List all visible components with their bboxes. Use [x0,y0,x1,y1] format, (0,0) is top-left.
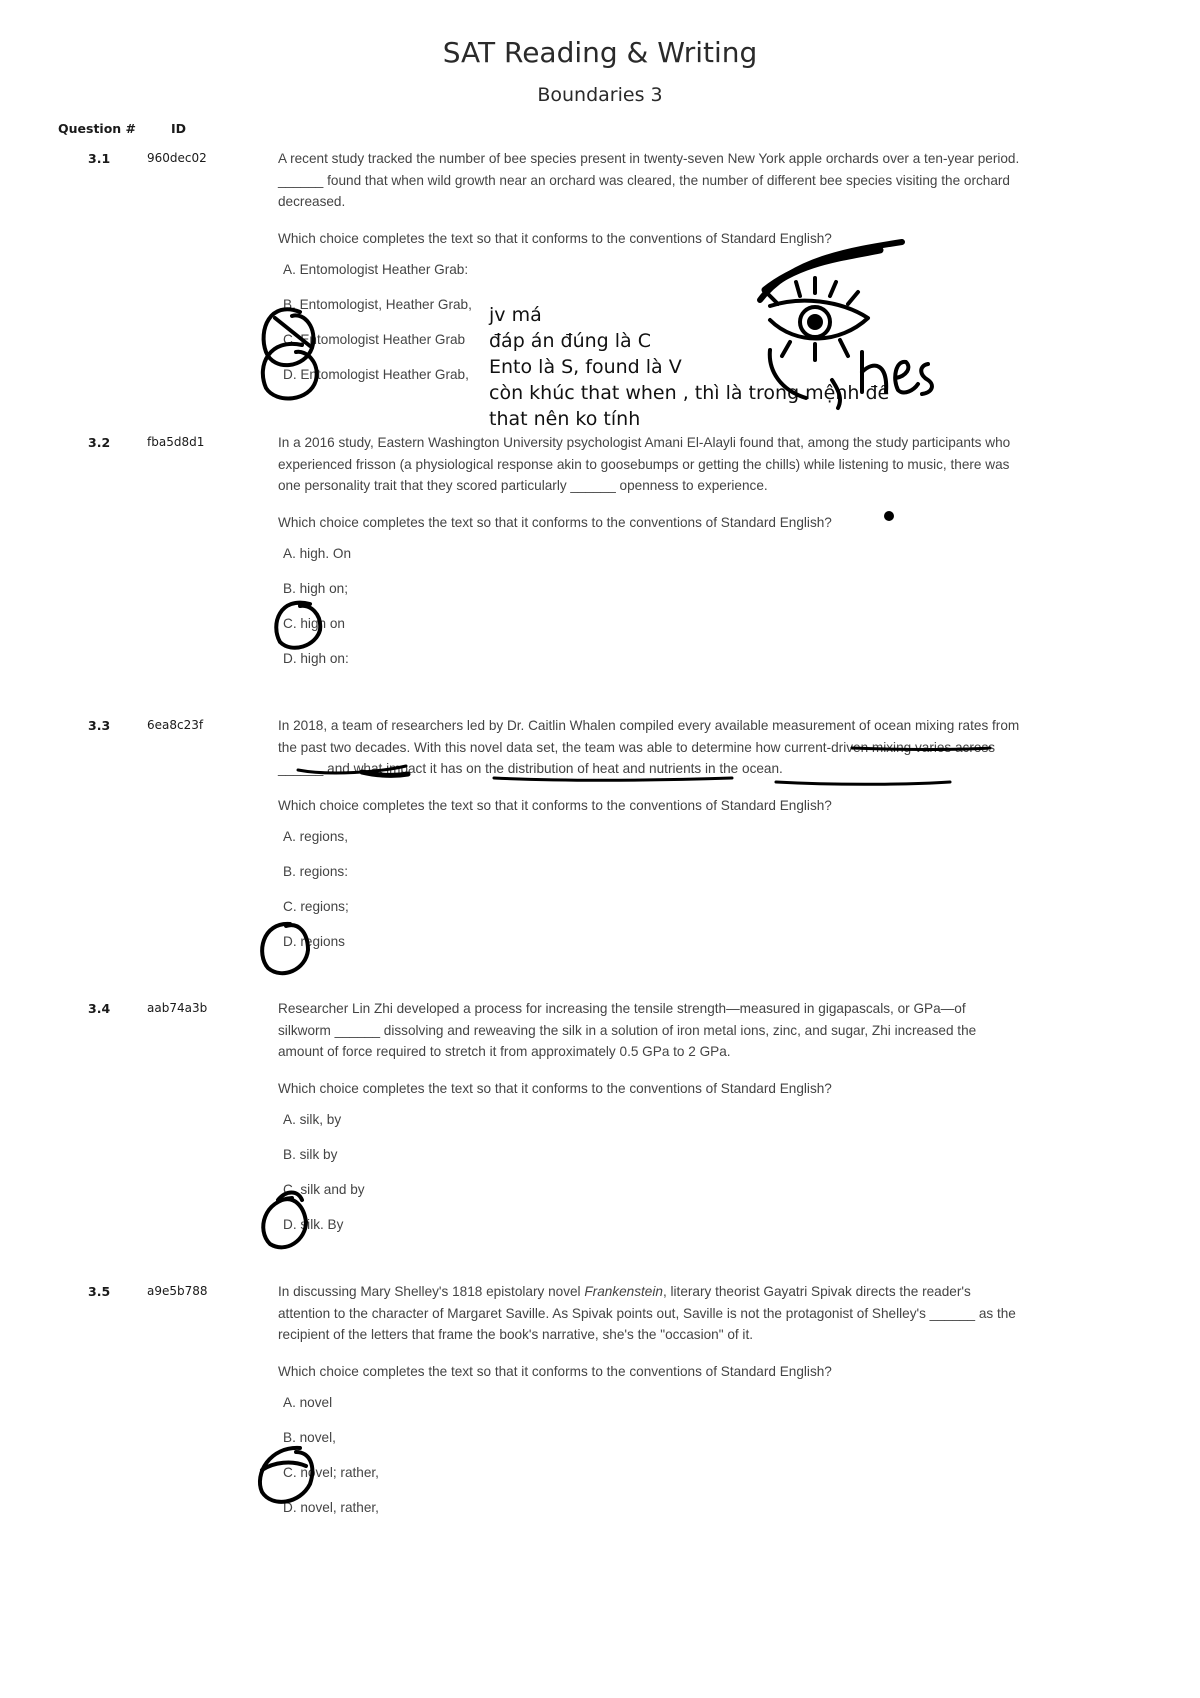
choice-a[interactable]: A. high. On [283,546,352,561]
ink-doodle [765,250,880,290]
choice-c[interactable]: C. high on [283,616,345,631]
choice-c[interactable]: C. Entomologist Heather Grab [283,332,466,347]
question-prompt: Which choice completes the text so that it conforms to the conventions of Standard English? [278,1364,832,1379]
page-subtitle: Boundaries 3 [537,84,663,106]
question-number: 3.5 [88,1284,111,1299]
choice-d[interactable]: D. high on: [283,651,349,666]
choice-c[interactable]: C. novel; rather, [283,1465,379,1480]
column-header-question: Question # [58,121,137,136]
choice-d[interactable]: D. regions [283,934,345,949]
ink-underline [776,782,950,784]
question-passage: In a 2016 study, Eastern Washington University psychologist Amani El-Alayli found that, among the study participants who experienced frisson (a physiological response akin to goosebumps or getting the chills) while listening to music, there was one personality trait that they scored particularly ______ openness to experience. [278,435,1011,494]
question-number: 3.3 [88,718,111,733]
question-id: a9e5b788 [147,1284,208,1298]
annotation-line: that nên ko tính [489,408,641,430]
choice-a[interactable]: A. Entomologist Heather Grab: [283,262,469,277]
question-passage: In 2018, a team of researchers led by Dr. Caitlin Whalen compiled every available measurement of ocean mixing rates from the past two decades. With this novel data set, the team was able to determine how current-driven mixing varies across ______ and what impact it has on the distribution of heat and nutrients in the ocean. [278,718,1020,777]
choice-a[interactable]: A. novel [283,1395,333,1410]
choice-b[interactable]: B. Entomologist, Heather Grab, [283,297,472,312]
question-id: aab74a3b [147,1001,208,1015]
choice-c[interactable]: C. silk and by [283,1182,365,1197]
question-passage: A recent study tracked the number of bee species present in twenty-seven New York apple orchards over a ten-year period. ______ found that when wild growth near an orchard was cleared, the number of different bee species visiting the orchard decreased. [278,151,1020,210]
choice-d[interactable]: D. novel, rather, [283,1500,379,1515]
question-number: 3.1 [88,151,111,166]
annotation-line: còn khúc that when , thì là trong mệnh đề [489,382,890,404]
choice-c[interactable]: C. regions; [283,899,349,914]
question-prompt: Which choice completes the text so that it conforms to the conventions of Standard English? [278,515,832,530]
choice-d[interactable]: D. silk. By [283,1217,344,1232]
choice-b[interactable]: B. regions: [283,864,348,879]
question-id: fba5d8d1 [147,435,205,449]
question-id: 960dec02 [147,151,207,165]
choice-b[interactable]: B. novel, [283,1430,336,1445]
choice-a[interactable]: A. regions, [283,829,348,844]
question-number: 3.4 [88,1001,111,1016]
choice-a[interactable]: A. silk, by [283,1112,342,1127]
choice-b[interactable]: B. high on; [283,581,348,596]
annotation-line: Ento là S, found là V [489,356,682,378]
question-passage: In discussing Mary Shelley's 1818 epistolary novel Frankenstein, literary theorist Gayatri Spivak directs the reader's attention to the character of Margaret Saville. As Spivak points out, Saville is not the protagonist of Shelley's ______ as the recipient of the letters that frame the book's narrative, she's the "occasion" of it. [278,1284,1016,1343]
question-prompt: Which choice completes the text so that it conforms to the conventions of Standard English? [278,798,832,813]
question-passage: Researcher Lin Zhi developed a process for increasing the tensile strength—measured in gigapascals, or GPa—of silkworm ______ dissolving and reweaving the silk in a solution of iron metal ions, zinc, and sugar, Zhi increased the amount of force required to stretch it from approximately 0.5 GPa to 2 GPa. [278,1001,977,1060]
question-id: 6ea8c23f [147,718,204,732]
column-header-id: ID [171,121,187,136]
annotation-line: jv má [489,304,542,326]
page-title: SAT Reading & Writing [442,36,758,69]
choice-d[interactable]: D. Entomologist Heather Grab, [283,367,469,382]
question-prompt: Which choice completes the text so that it conforms to the conventions of Standard English? [278,231,832,246]
ink-doodle [760,242,902,300]
annotation-line: đáp án đúng là C [489,330,652,352]
question-prompt: Which choice completes the text so that it conforms to the conventions of Standard English? [278,1081,832,1096]
annotation-note [489,302,889,432]
choice-b[interactable]: B. silk by [283,1147,338,1162]
question-number: 3.2 [88,435,111,450]
